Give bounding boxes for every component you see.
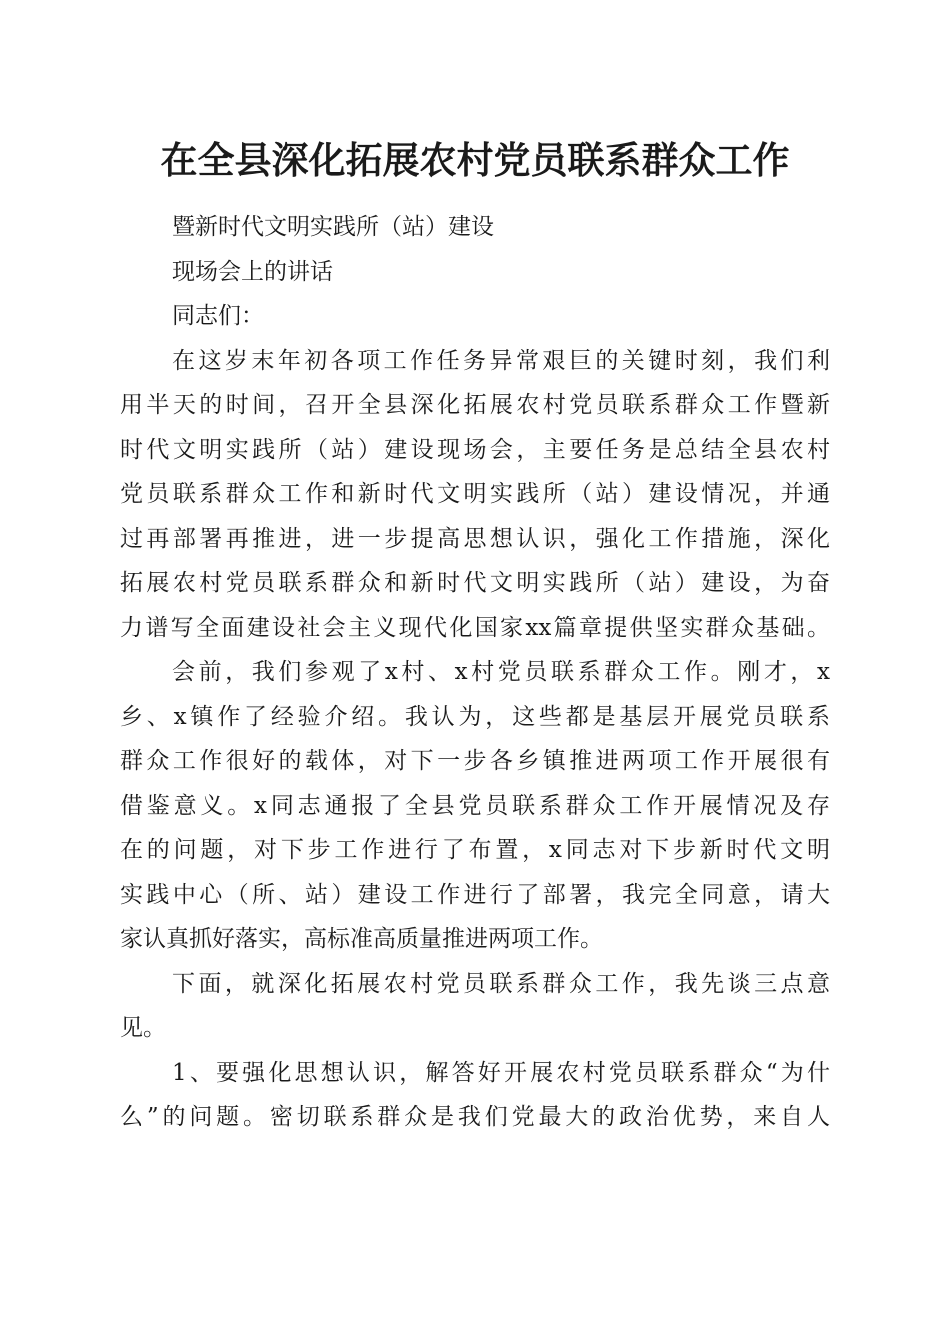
text-line: 借鉴意义。x同志通报了全县党员联系群众工作开展情况及存 (120, 792, 830, 819)
text-line: 乡、x镇作了经验介绍。我认为，这些都是基层开展党员联系 (120, 703, 830, 730)
text-line: 同志们： (172, 303, 264, 329)
text-line: 拓展农村党员联系群众和新时代文明实践所（站）建设，为奋 (120, 570, 830, 596)
text-line: 时代文明实践所（站）建设现场会，主要任务是总结全县农村 (120, 436, 830, 463)
text-line: 群众工作很好的载体，对下一步各乡镇推进两项工作开展很有 (120, 748, 830, 774)
text-line: 下面，就深化拓展农村党员联系群众工作，我先谈三点意 (172, 970, 830, 997)
text-line: 么”的问题。密切联系群众是我们党最大的政治优势，来自人 (120, 1104, 830, 1130)
text-line: 家认真抓好落实，高标准高质量推进两项工作。 (120, 926, 603, 952)
text-line: 见。 (120, 1015, 166, 1041)
text-line: 暨新时代文明实践所（站）建设 (172, 214, 494, 240)
text-line: 在这岁末年初各项工作任务异常艰巨的关键时刻，我们利 (172, 347, 830, 374)
text-line: 实践中心（所、站）建设工作进行了部署，我完全同意，请大 (120, 881, 830, 908)
text-line: 党员联系群众工作和新时代文明实践所（站）建设情况，并通 (120, 481, 830, 507)
text-line: 过再部署再推进，进一步提高思想认识，强化工作措施，深化 (120, 525, 830, 552)
document-title: 在全县深化拓展农村党员联系群众工作 (160, 138, 790, 182)
text-line: 会前，我们参观了x村、x村党员联系群众工作。刚才，x (172, 659, 830, 685)
speech-body (120, 205, 830, 1140)
text-line: 用半天的时间，召开全县深化拓展农村党员联系群众工作暨新 (120, 392, 830, 418)
text-line: 现场会上的讲话 (172, 258, 333, 285)
text-line: 在的问题，对下步工作进行了布置，x同志对下步新时代文明 (120, 837, 830, 863)
text-line: 1、要强化思想认识，解答好开展农村党员联系群众“为什 (172, 1059, 830, 1086)
text-line: 力谱写全面建设社会主义现代化国家xx篇章提供坚实群众基础。 (120, 614, 830, 641)
